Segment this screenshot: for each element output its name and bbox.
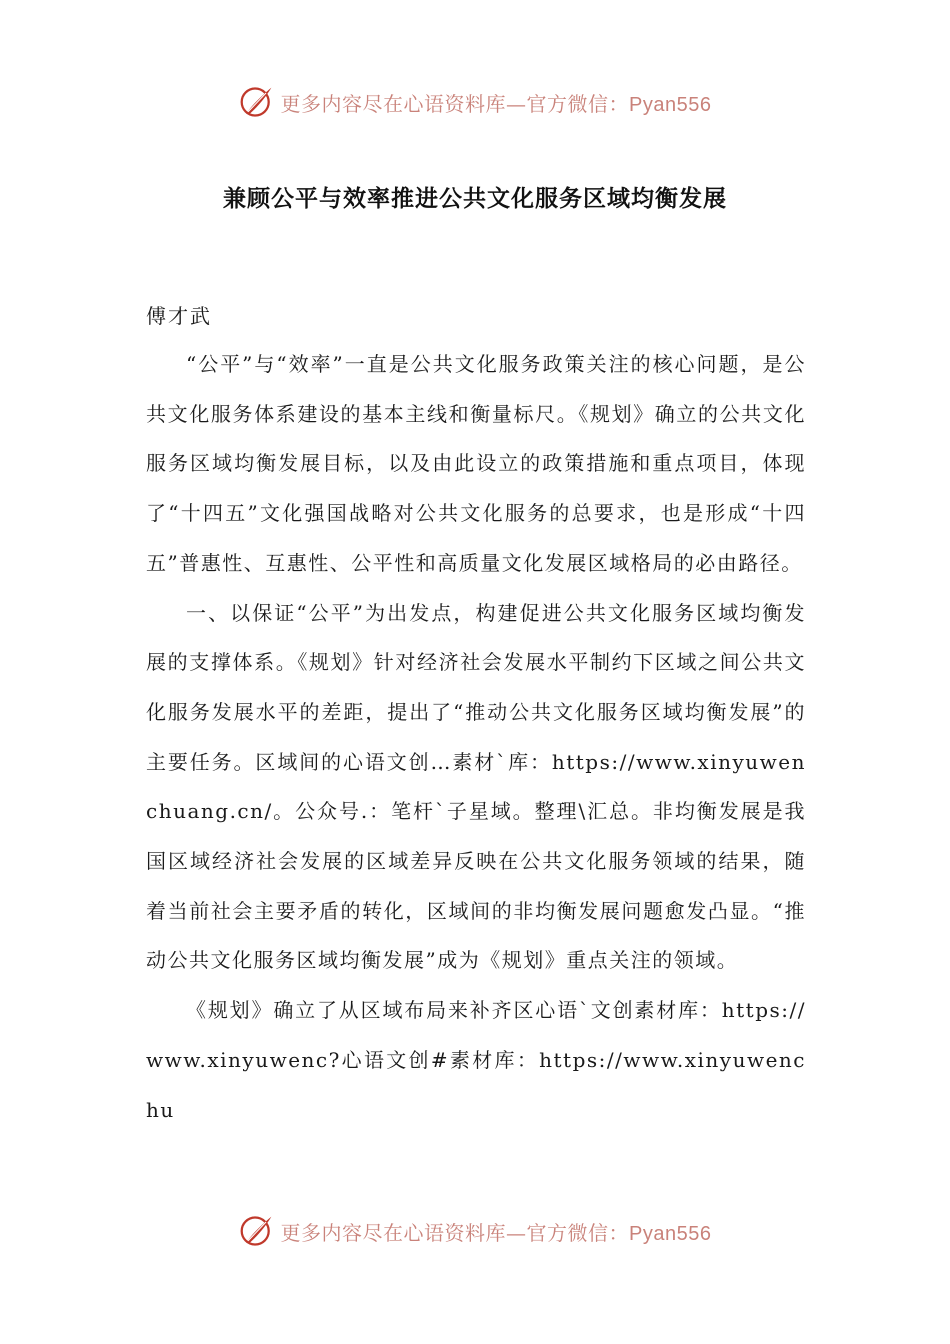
quill-pen-logo-icon — [239, 84, 275, 120]
header-banner — [0, 80, 950, 124]
header-banner-label: 更多内容尽在心语资料库—官方微信： — [280, 91, 630, 116]
footer-banner — [0, 1209, 950, 1253]
paragraph-2: 一、以保证“公平”为出发点，构建促进公共文化服务区域均衡发展的支撑体系。《规划》针对经济社会发展水平制约下区域之间公共文化服务发展水平的差距，提出了“推动公共文化服务区域均衡发展”的主要任务。区域间的心语文创…素材`库：https://www.xinyuwenchuang.cn/。公众号.：笔杆`子星域。整理\汇总。非均衡发展是我国区域经济社会发展的区域差异反映在公共文化服务领域的结果，随着当前社会主要矛盾的转化，区域间的非均衡发展问题愈发凸显。“推动公共文化服务区域均衡发展”成为《规划》重点关注的领域。 — [146, 600, 806, 973]
paragraph-3: 《规划》确立了从区域布局来补齐区心语`文创素材库：https://www.xinyuwenc?心语文创#素材库：https://www.xinyuwenchu — [146, 998, 806, 1122]
paragraph-1: “公平”与“效率”一直是公共文化服务政策关注的核心问题，是公共文化服务体系建设的基本主线和衡量标尺。《规划》确立的公共文化服务区域均衡发展目标，以及由此设立的政策措施和重点项目，体现了“十四五”文化强国战略对公共文化服务的总要求，也是形成“十四五”普惠性、互惠性、公平性和高质量文化发展区域格局的必由路径。 — [146, 352, 806, 575]
footer-banner-label: 更多内容尽在心语资料库—官方微信： — [280, 1220, 630, 1245]
footer-banner-text — [281, 1217, 712, 1246]
document-body — [146, 340, 806, 1135]
header-banner-text — [281, 88, 712, 117]
footer-wechat-id: Pyan556 — [629, 1222, 712, 1245]
document-author: 傅才武 — [146, 304, 212, 328]
quill-pen-logo-icon — [239, 1213, 275, 1249]
header-wechat-id: Pyan556 — [629, 93, 712, 116]
document-title: 兼顾公平与效率推进公共文化服务区域均衡发展 — [223, 186, 727, 212]
